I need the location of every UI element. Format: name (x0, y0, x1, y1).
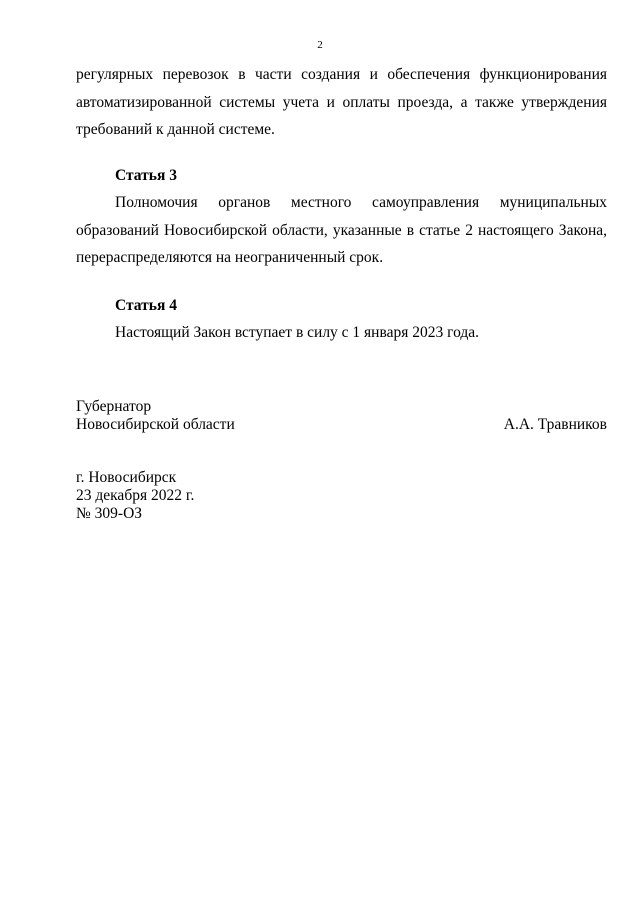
article-3-line-2: образований Новосибирской области, указанные в статье 2 настоящего Закона, (76, 221, 607, 239)
article-3-line-3: перераспределяются на неограниченный срок. (76, 249, 384, 266)
signature-position-line-2: Новосибирской области (76, 416, 235, 433)
article-3-line-1: Полномочия органов местного самоуправления муниципальных (115, 194, 607, 211)
article-4-text: Настоящий Закон вступает в силу с 1 января 2023 года. (115, 324, 480, 341)
intro-paragraph (76, 61, 607, 144)
article-4-heading: Статья 4 (115, 297, 177, 314)
signature-position-line-1: Губернатор (76, 398, 152, 415)
signatory-name: А.А. Травников (503, 416, 607, 433)
article-3-text (76, 189, 607, 272)
intro-line-2: автоматизированной системы учета и оплаты проезда, а также утверждения (76, 93, 607, 111)
footer-date: 23 декабря 2022 г. (76, 487, 195, 504)
intro-line-3: требований к данной системе. (76, 121, 275, 138)
signature-position (76, 398, 235, 434)
footer-city: г. Новосибирск (76, 469, 177, 486)
page-number: 2 (317, 39, 323, 51)
article-3-heading: Статья 3 (115, 167, 177, 184)
footer-number: № 309-ОЗ (76, 505, 143, 522)
intro-line-1: регулярных перевозок в части создания и обеспечения функционирования (76, 66, 607, 83)
document-footer (76, 469, 194, 523)
